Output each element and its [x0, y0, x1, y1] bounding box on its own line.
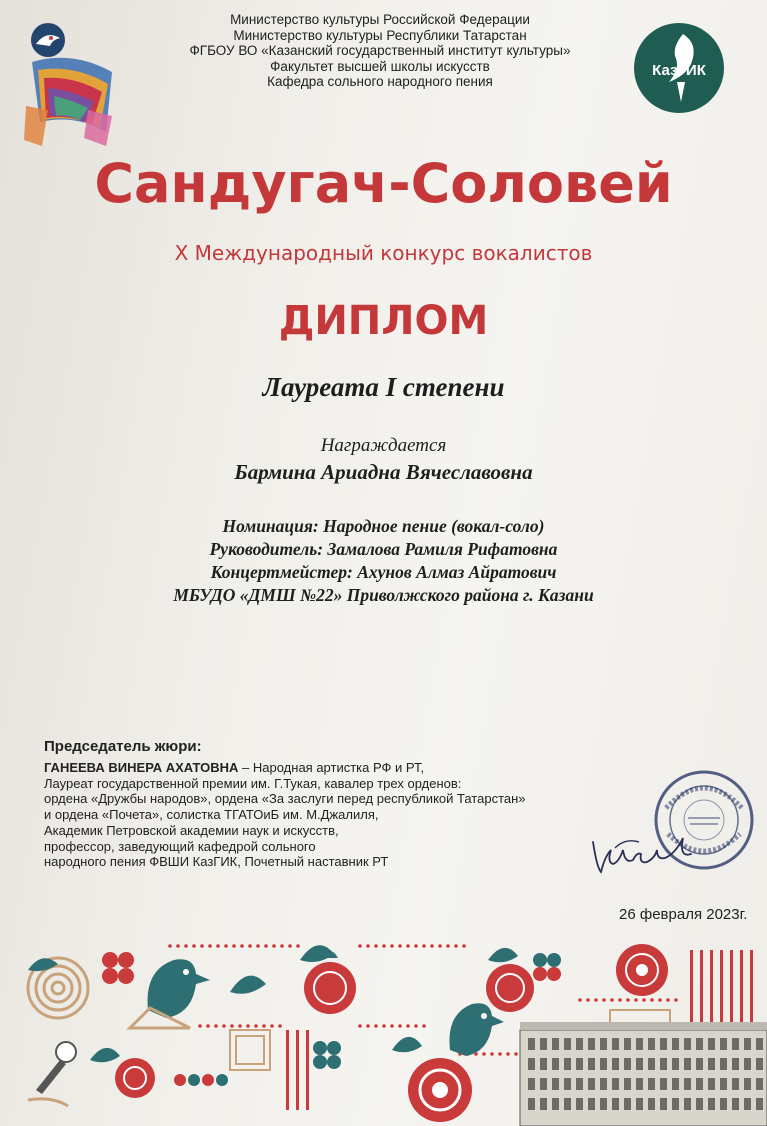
building-window — [696, 1078, 703, 1090]
ornament-dot — [200, 944, 204, 948]
award-details — [80, 515, 687, 607]
ornament-dot — [406, 944, 410, 948]
jury-line: Лауреат государственной премии им. Г.Тукая, кавалер трех орденов: — [44, 775, 462, 791]
ornament-band — [0, 930, 767, 1126]
ornament-dot — [594, 998, 598, 1002]
jury-chair-description — [44, 760, 526, 870]
ornament-dot — [198, 1024, 202, 1028]
ornament-dot — [224, 944, 228, 948]
ornament-dot — [490, 1052, 494, 1056]
building-window — [672, 1038, 679, 1050]
ornament-dot — [254, 1024, 258, 1028]
ornament-dot — [462, 944, 466, 948]
ornament-dot — [602, 998, 606, 1002]
ornament-dot — [214, 1024, 218, 1028]
building-window — [600, 1058, 607, 1070]
ornament-dot — [422, 1024, 426, 1028]
ornament-dot — [296, 944, 300, 948]
ornament-dot — [206, 1024, 210, 1028]
ornament-dot — [414, 944, 418, 948]
building-window — [732, 1038, 739, 1050]
bird-icon — [130, 959, 210, 1028]
ornament-dot — [374, 944, 378, 948]
ornament-dot — [626, 998, 630, 1002]
header-line: Министерство культуры Российской Федерации — [230, 12, 530, 27]
building-window — [540, 1098, 547, 1110]
microphone-icon — [28, 1042, 76, 1106]
ornament-dot — [366, 944, 370, 948]
building-window — [696, 1098, 703, 1110]
ornament-dot — [658, 998, 662, 1002]
building-window — [672, 1058, 679, 1070]
building-window — [756, 1078, 763, 1090]
ornament-dot — [398, 944, 402, 948]
building-window — [576, 1058, 583, 1070]
ornament-dot — [382, 1024, 386, 1028]
ornament-dot — [454, 944, 458, 948]
bird-icon — [449, 1003, 504, 1056]
leaf-icon — [28, 958, 58, 971]
building-window — [756, 1038, 763, 1050]
building-window — [636, 1098, 643, 1110]
ornament-dot — [168, 944, 172, 948]
building-window — [552, 1098, 559, 1110]
festival-logo-icon — [18, 14, 130, 154]
jury-line: профессор, заведующий кафедрой сольного — [44, 838, 316, 854]
ornament-dot — [406, 1024, 410, 1028]
building-window — [612, 1098, 619, 1110]
building-window — [552, 1078, 559, 1090]
ornament-dot — [248, 944, 252, 948]
building-window — [624, 1038, 631, 1050]
ornament-dot — [240, 944, 244, 948]
ornament-dot — [358, 1024, 362, 1028]
building-window — [720, 1098, 727, 1110]
ornament-dot — [618, 998, 622, 1002]
building-window — [564, 1078, 571, 1090]
ornament-dot — [270, 1024, 274, 1028]
ornament-dot — [222, 1024, 226, 1028]
building-window — [720, 1038, 727, 1050]
ornament-dot — [280, 944, 284, 948]
building-window — [564, 1098, 571, 1110]
header-line: Факультет высшей школы искусств — [270, 58, 490, 74]
building-window — [636, 1078, 643, 1090]
building-window — [624, 1058, 631, 1070]
ornament-dot — [506, 1052, 510, 1056]
jury-line: народного пения ФВШИ КазГИК, Почетный наставник РТ — [44, 854, 389, 870]
building-window — [756, 1098, 763, 1110]
ornament-dot — [192, 944, 196, 948]
flower-icon — [102, 952, 134, 984]
building-window — [732, 1098, 739, 1110]
building-window — [552, 1038, 559, 1050]
ornament-dot — [382, 944, 386, 948]
building-window — [588, 1038, 595, 1050]
ornament-dot — [398, 1024, 402, 1028]
jury-title-text: – Народная артистка РФ и РТ, — [238, 760, 425, 775]
building-window — [684, 1058, 691, 1070]
building-window — [672, 1098, 679, 1110]
ornament-dot — [374, 1024, 378, 1028]
ornament-dot — [666, 998, 670, 1002]
building-window — [732, 1058, 739, 1070]
building-window — [564, 1058, 571, 1070]
building-window — [540, 1038, 547, 1050]
jury-line: Академик Петровской академии наук и искусств, — [44, 822, 339, 838]
building-window — [564, 1038, 571, 1050]
building-window — [540, 1078, 547, 1090]
building-window — [528, 1038, 535, 1050]
building-window — [648, 1098, 655, 1110]
building-window — [660, 1038, 667, 1050]
building-window — [696, 1058, 703, 1070]
jury-line: ордена «Дружбы народов», ордена «За заслуги перед республикой Татарстан» — [44, 791, 526, 807]
building-window — [612, 1038, 619, 1050]
ornament-dot — [482, 1052, 486, 1056]
ornament-dot — [256, 944, 260, 948]
ornament-dot — [610, 998, 614, 1002]
ornament-dot — [390, 1024, 394, 1028]
building-window — [744, 1098, 751, 1110]
building-window — [588, 1078, 595, 1090]
laureate-degree: Лауреата I степени — [262, 372, 505, 402]
ornament-dot — [262, 1024, 266, 1028]
ornament-dot — [208, 944, 212, 948]
ornament-dot — [634, 998, 638, 1002]
building-window — [744, 1078, 751, 1090]
ornament-dot — [358, 944, 362, 948]
ornament-dot — [586, 998, 590, 1002]
building-window — [732, 1078, 739, 1090]
building-window — [684, 1078, 691, 1090]
header-line: Министерство культуры Республики Татарстан — [233, 27, 527, 43]
building-window — [648, 1038, 655, 1050]
building-window — [756, 1058, 763, 1070]
building-window — [576, 1078, 583, 1090]
building-window — [708, 1058, 715, 1070]
ornament-dot — [264, 944, 268, 948]
building-window — [660, 1098, 667, 1110]
kazgik-logo-text: КазГИК — [652, 62, 706, 79]
building-window — [696, 1038, 703, 1050]
header-line: Кафедра сольного народного пения — [267, 74, 493, 90]
building-window — [720, 1078, 727, 1090]
building-window — [660, 1078, 667, 1090]
ornament-dot — [176, 944, 180, 948]
building-window — [624, 1098, 631, 1110]
building-window — [528, 1078, 535, 1090]
organization-header — [140, 12, 620, 90]
ornament-dot — [216, 944, 220, 948]
building-window — [576, 1038, 583, 1050]
ornament-dot — [230, 1024, 234, 1028]
ornament-dot — [514, 1052, 518, 1056]
building-window — [636, 1038, 643, 1050]
building-window — [744, 1058, 751, 1070]
building-window — [684, 1038, 691, 1050]
ornament-dot — [446, 944, 450, 948]
building-window — [600, 1038, 607, 1050]
building-window — [744, 1038, 751, 1050]
diploma-heading: ДИПЛОМ — [278, 298, 489, 344]
ornament-dot — [578, 998, 582, 1002]
ornament-dot — [422, 944, 426, 948]
ornament-dot — [366, 1024, 370, 1028]
jury-chair-heading: Председатель жюри: — [44, 738, 202, 755]
building-window — [540, 1058, 547, 1070]
ornament-dot — [272, 944, 276, 948]
jury-chair-name: ГАНЕЕВА ВИНЕРА АХАТОВНА — [44, 760, 239, 775]
ornament-dot — [232, 944, 236, 948]
nomination-line: Номинация: Народное пение (вокал-соло) — [222, 516, 545, 536]
ornament-dot — [650, 998, 654, 1002]
ornament-dot — [184, 944, 188, 948]
signature-icon — [585, 820, 715, 890]
building-window — [708, 1038, 715, 1050]
building-window — [600, 1098, 607, 1110]
building-window — [708, 1098, 715, 1110]
school-line: МБУДО «ДМШ №22» Приволжского района г. Казани — [173, 585, 594, 605]
ornament-dot — [498, 1052, 502, 1056]
accompanist-line: Концертмейстер: Ахунов Алмаз Айратович — [210, 562, 557, 582]
ornament-dot — [246, 1024, 250, 1028]
building-window — [636, 1058, 643, 1070]
supervisor-line: Руководитель: Замалова Рамиля Рифатовна — [209, 539, 558, 559]
ornament-dot — [438, 944, 442, 948]
building-window — [672, 1078, 679, 1090]
ornament-dot — [288, 944, 292, 948]
university-building-icon — [520, 1022, 767, 1126]
ornament-dot — [238, 1024, 242, 1028]
building-window — [648, 1078, 655, 1090]
header-line: ФГБОУ ВО «Казанский государственный институт культуры» — [189, 43, 571, 59]
building-window — [660, 1058, 667, 1070]
building-window — [552, 1058, 559, 1070]
building-window — [708, 1078, 715, 1090]
ornament-dot — [642, 998, 646, 1002]
building-window — [648, 1058, 655, 1070]
ornament-dot — [390, 944, 394, 948]
building-window — [588, 1098, 595, 1110]
ornament-dot — [674, 998, 678, 1002]
building-window — [576, 1098, 583, 1110]
ornament-dot — [430, 944, 434, 948]
contest-subtitle: X Международный конкурс вокалистов — [174, 241, 593, 265]
building-window — [612, 1078, 619, 1090]
building-window — [588, 1058, 595, 1070]
award-date: 26 февраля 2023г. — [619, 906, 748, 923]
building-window — [528, 1098, 535, 1110]
jury-line — [44, 760, 526, 776]
building-window — [624, 1078, 631, 1090]
ornament-dot — [278, 1024, 282, 1028]
building-window — [612, 1058, 619, 1070]
awarded-label: Награждается — [320, 435, 447, 456]
building-window — [720, 1058, 727, 1070]
building-window — [528, 1058, 535, 1070]
recipient-name: Бармина Ариадна Вячеславовна — [234, 460, 533, 484]
kazgik-logo-icon — [633, 22, 725, 114]
jury-line: и ордена «Почета», солистка ТГАТОиБ им. М.Джалиля, — [44, 807, 379, 823]
contest-title: Сандугач-Соловей — [94, 152, 673, 215]
ornament-dot — [414, 1024, 418, 1028]
building-window — [684, 1098, 691, 1110]
building-window — [600, 1078, 607, 1090]
